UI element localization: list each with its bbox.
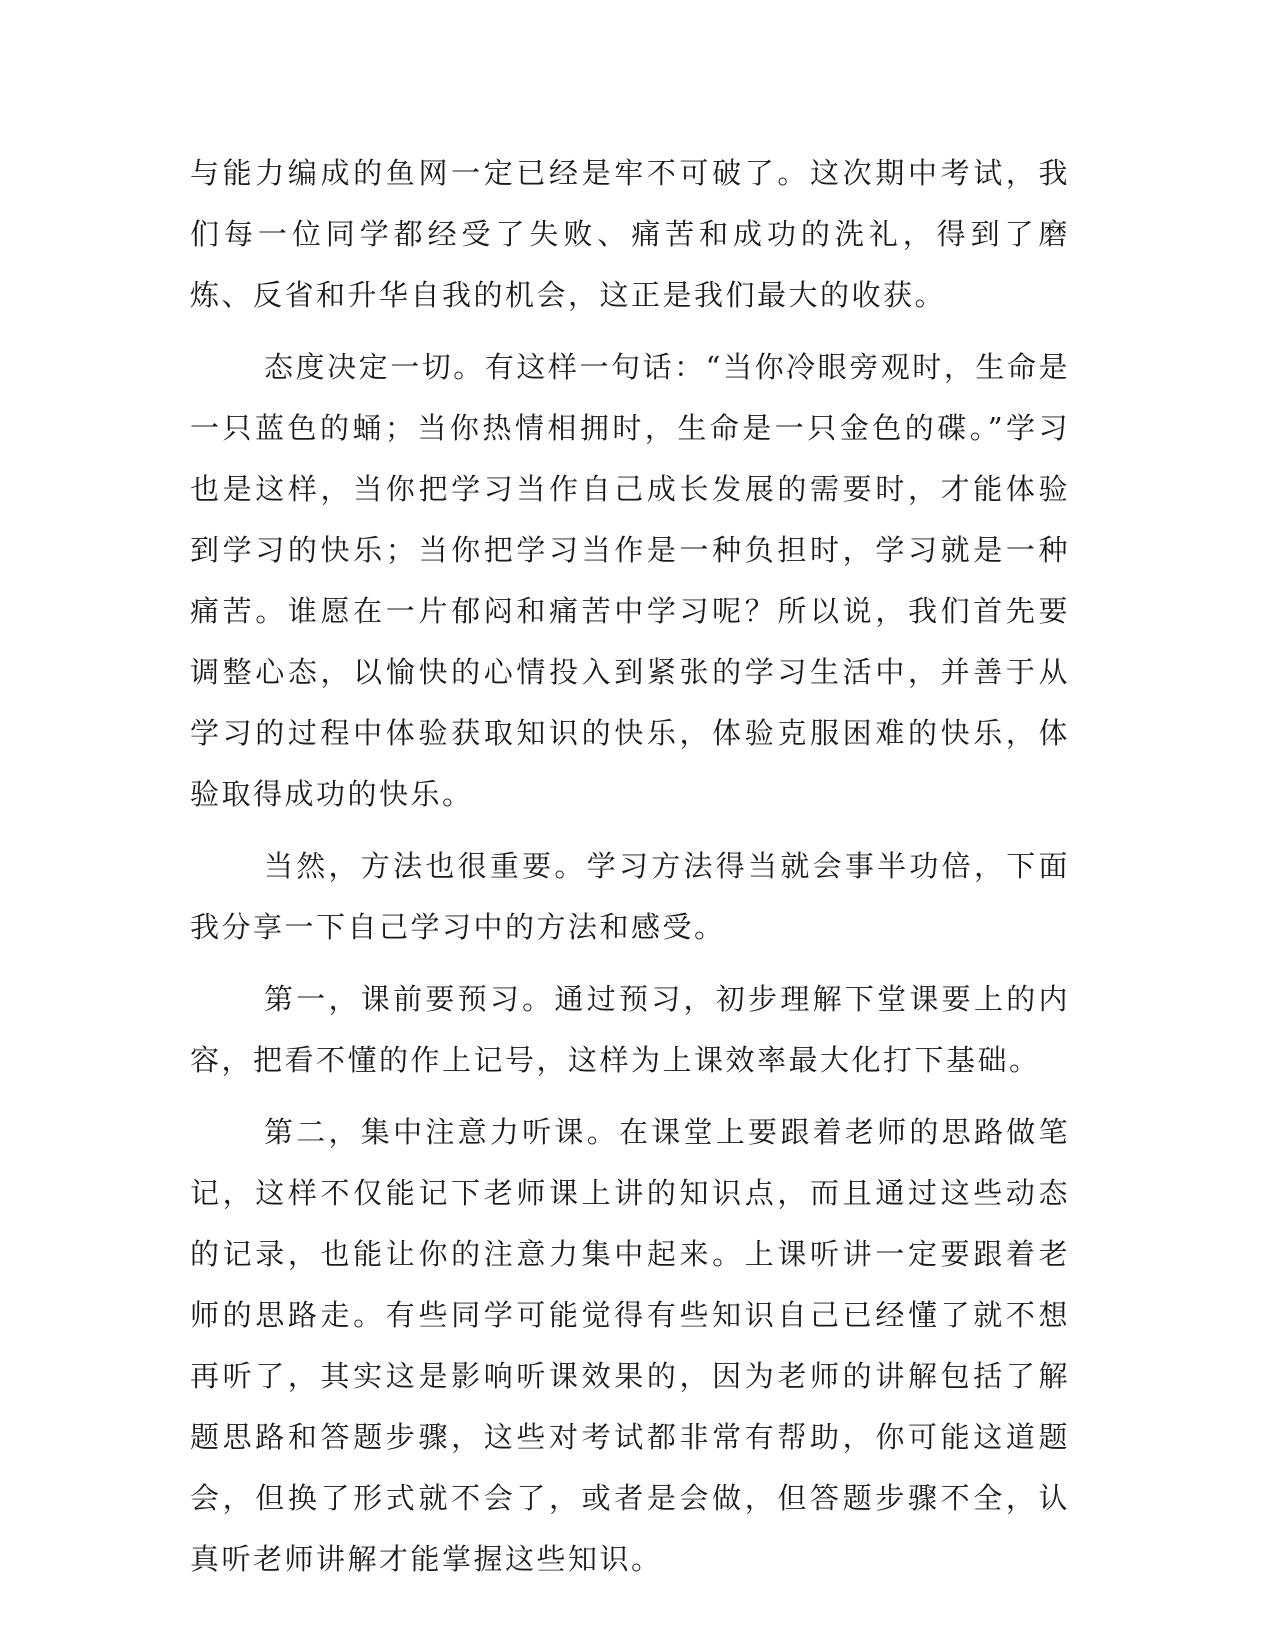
- paragraph-4: 第一，课前要预习。通过预习，初步理解下堂课要上的内容，把看不懂的作上记号，这样为上课效率最大化打下基础。: [190, 982, 1070, 1077]
- paragraph-3: 当然，方法也很重要。学习方法得当就会事半功倍，下面我分享一下自己学习中的方法和感受。: [190, 849, 1070, 944]
- paragraph-2: 态度决定一切。有这样一句话：“当你冷眼旁观时，生命是一只蓝色的蛹；当你热情相拥时，生命是一只金色的碟。”学习也是这样，当你把学习当作自己成长发展的需要时，才能体验到学习的快乐；当你把学习当作是一种负担时，学习就是一种痛苦。谁愿在一片郁闷和痛苦中学习呢？所以说，我们首先要调整心态，以愉快的心情投入到紧张的学习生活中，并善于从学习的过程中体验获取知识的快乐，体验克服困难的快乐，体验取得成功的快乐。: [190, 350, 1070, 811]
- document-body: [190, 143, 1070, 1601]
- paragraph-1: 与能力编成的鱼网一定已经是牢不可破了。这次期中考试，我们每一位同学都经受了失败、痛苦和成功的洗礼，得到了磨炼、反省和升华自我的机会，这正是我们最大的收获。: [190, 156, 1070, 312]
- paragraph-5: 第二，集中注意力听课。在课堂上要跟着老师的思路做笔记，这样不仅能记下老师课上讲的知识点，而且通过这些动态的记录，也能让你的注意力集中起来。上课听讲一定要跟着老师的思路走。有些同学可能觉得有些知识自己已经懂了就不想再听了，其实这是影响听课效果的，因为老师的讲解包括了解题思路和答题步骤，这些对考试都非常有帮助，你可能这道题会，但换了形式就不会了，或者是会做，但答题步骤不全，认真听老师讲解才能掌握这些知识。: [190, 1115, 1070, 1576]
